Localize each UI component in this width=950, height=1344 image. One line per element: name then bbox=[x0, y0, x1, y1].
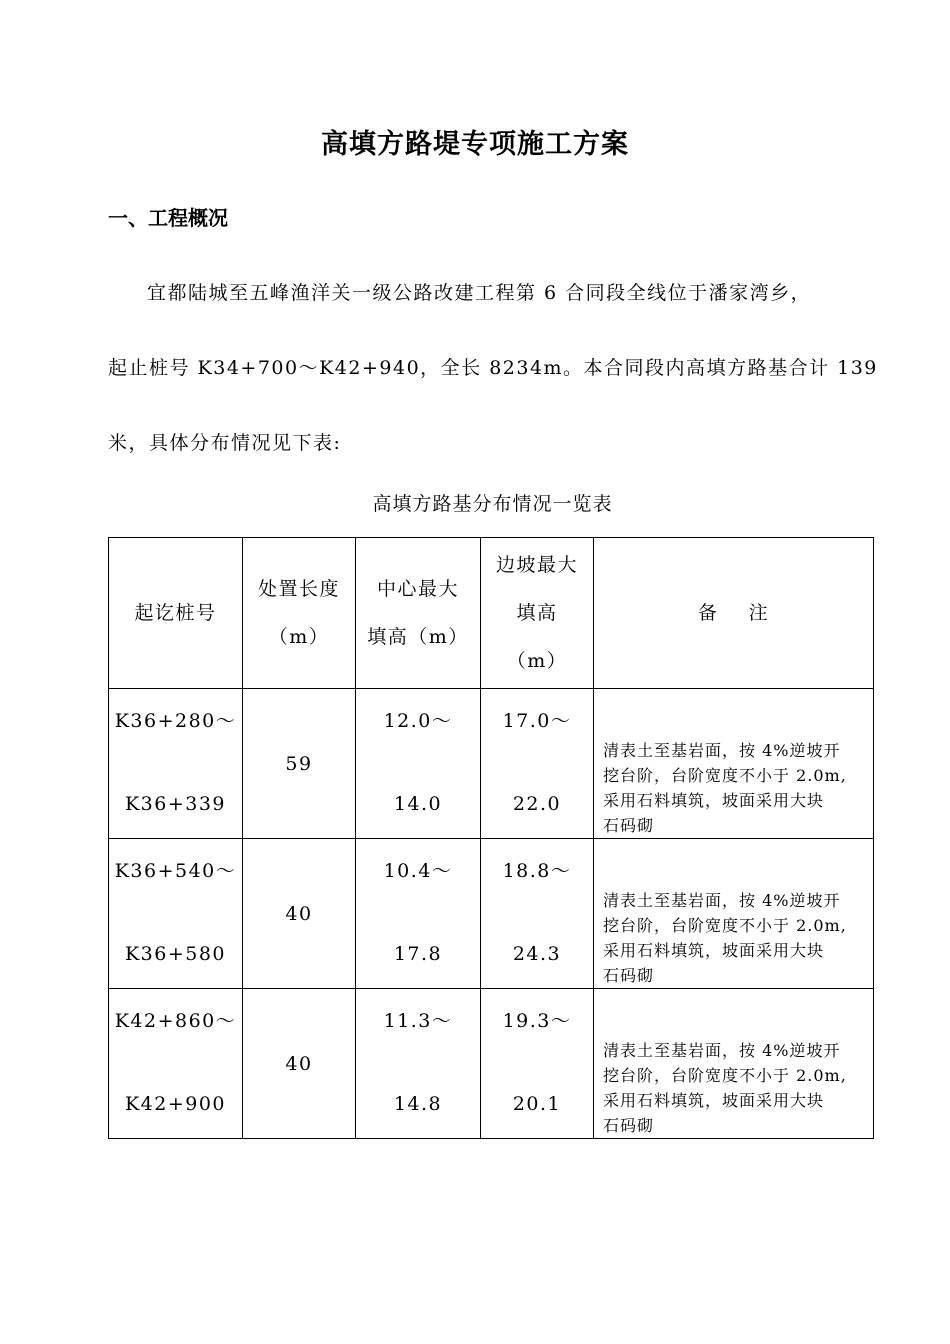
slope-fill-to: 22.0 bbox=[512, 793, 562, 815]
cell-center-fill bbox=[356, 839, 481, 989]
header-center-fill bbox=[356, 538, 481, 689]
center-fill-to: 17.8 bbox=[393, 943, 443, 965]
station-start: K36+280～ bbox=[114, 710, 237, 732]
table-header-row bbox=[109, 538, 874, 689]
slope-fill-to: 20.1 bbox=[512, 1093, 562, 1115]
remarks-line: 采用石料填筑，坡面采用大块 bbox=[603, 791, 825, 810]
cell-remarks bbox=[594, 689, 874, 839]
header-slope-fill-line-1: 边坡最大 bbox=[495, 554, 578, 576]
station-start: K36+540～ bbox=[114, 860, 237, 882]
header-remarks-line: 备 注 bbox=[697, 602, 770, 624]
table-row bbox=[109, 989, 874, 1139]
station-end: K42+900 bbox=[124, 1093, 227, 1115]
cell-remarks bbox=[594, 839, 874, 989]
slope-fill-from: 17.0～ bbox=[502, 710, 572, 732]
center-fill-from: 11.3～ bbox=[383, 1010, 453, 1032]
cell-slope-fill bbox=[481, 689, 594, 839]
cell-station bbox=[109, 989, 243, 1139]
remarks-line: 清表土至基岩面，按 4%逆坡开 bbox=[603, 741, 841, 760]
remarks-line: 挖台阶，台阶宽度不小于 2.0m, bbox=[603, 1066, 847, 1085]
header-center-fill-line-1: 中心最大 bbox=[376, 578, 459, 600]
cell-center-fill bbox=[356, 989, 481, 1139]
header-center-fill-line-2: 填高（m） bbox=[367, 626, 469, 648]
table-caption: 高填方路基分布情况一览表 bbox=[372, 493, 613, 515]
cell-length: 59 bbox=[243, 689, 356, 839]
remarks-line: 采用石料填筑，坡面采用大块 bbox=[603, 1091, 825, 1110]
cell-slope-fill bbox=[481, 839, 594, 989]
header-length bbox=[243, 538, 356, 689]
remarks-line: 挖台阶，台阶宽度不小于 2.0m, bbox=[603, 766, 847, 785]
cell-station bbox=[109, 839, 243, 989]
section-heading: 一、工程概况 bbox=[108, 206, 228, 230]
document-title: 高填方路堤专项施工方案 bbox=[321, 129, 629, 160]
remarks-line: 采用石料填筑，坡面采用大块 bbox=[603, 941, 825, 960]
remarks-line: 石码砌 bbox=[603, 966, 655, 985]
center-fill-to: 14.8 bbox=[393, 1093, 443, 1115]
cell-station bbox=[109, 689, 243, 839]
remarks-line: 石码砌 bbox=[603, 1116, 655, 1135]
cell-slope-fill bbox=[481, 989, 594, 1139]
cell-length: 40 bbox=[243, 839, 356, 989]
center-fill-from: 10.4～ bbox=[383, 860, 453, 882]
header-remarks bbox=[594, 538, 874, 689]
distribution-table bbox=[108, 537, 874, 1139]
slope-fill-from: 19.3～ bbox=[502, 1010, 572, 1032]
slope-fill-from: 18.8～ bbox=[502, 860, 572, 882]
station-end: K36+339 bbox=[124, 793, 227, 815]
remarks-line: 清表土至基岩面，按 4%逆坡开 bbox=[603, 891, 841, 910]
table-row bbox=[109, 689, 874, 839]
paragraph-line-1: 宜都陆城至五峰渔洋关一级公路改建工程第 6 合同段全线位于潘家湾乡， bbox=[147, 282, 812, 304]
header-station-line: 起讫桩号 bbox=[134, 602, 217, 624]
cell-remarks bbox=[594, 989, 874, 1139]
cell-length: 40 bbox=[243, 989, 356, 1139]
header-slope-fill bbox=[481, 538, 594, 689]
center-fill-from: 12.0～ bbox=[383, 710, 453, 732]
header-station bbox=[109, 538, 243, 689]
cell-center-fill bbox=[356, 689, 481, 839]
remarks-line: 石码砌 bbox=[603, 816, 655, 835]
header-slope-fill-line-2: 填高 bbox=[516, 602, 558, 624]
paragraph-line-3: 米，具体分布情况见下表: bbox=[108, 432, 342, 454]
center-fill-to: 14.0 bbox=[393, 793, 443, 815]
slope-fill-to: 24.3 bbox=[512, 943, 562, 965]
header-length-line-2: （m） bbox=[268, 626, 330, 648]
header-slope-fill-line-3: （m） bbox=[506, 650, 568, 672]
remarks-line: 挖台阶，台阶宽度不小于 2.0m, bbox=[603, 916, 847, 935]
station-start: K42+860～ bbox=[114, 1010, 237, 1032]
header-length-line-1: 处置长度 bbox=[257, 578, 340, 600]
remarks-line: 清表土至基岩面，按 4%逆坡开 bbox=[603, 1041, 841, 1060]
table-row bbox=[109, 839, 874, 989]
station-end: K36+580 bbox=[124, 943, 227, 965]
paragraph-line-2: 起止桩号 K34+700～K42+940，全长 8234m。本合同段内高填方路基合计 139 bbox=[108, 357, 878, 379]
